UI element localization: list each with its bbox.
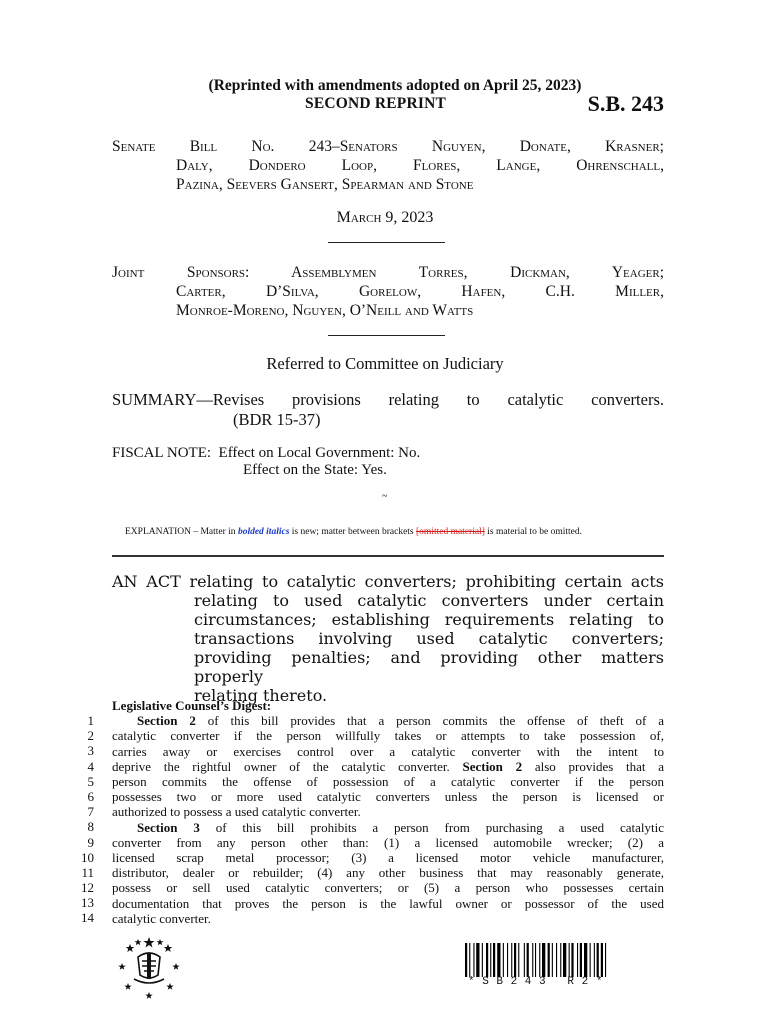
act-line-1: AN ACT relating to catalytic converters; prohibiting certain acts xyxy=(112,572,664,591)
section-ref: Section 3 xyxy=(137,819,200,835)
summary-line-1: SUMMARY—Revises provisions relating to catalytic converters. xyxy=(112,390,664,409)
act-line-4: transactions involving used catalytic converters; xyxy=(194,629,664,648)
bill-number: S.B. 243 xyxy=(587,91,664,116)
digest-line xyxy=(112,713,664,728)
barcode-bar xyxy=(476,943,479,977)
explanation-rule xyxy=(112,555,664,557)
fiscal-note xyxy=(112,445,420,479)
bill-summary xyxy=(112,390,664,430)
barcode-bar xyxy=(511,943,512,977)
digest-text: of this bill prohibits a person from purchasing a used catalytic xyxy=(199,819,664,835)
line-number: 3 xyxy=(87,743,94,759)
joint-sponsors-line-3: Monroe-Moreno, Nguyen, O’Neill and Watts xyxy=(176,302,474,319)
section-ref: Section 2 xyxy=(137,713,196,729)
digest-line: possesses two or more used catalytic converters unless the person is licensed or xyxy=(112,789,664,805)
digest-line xyxy=(112,820,664,835)
barcode-bar xyxy=(493,943,495,977)
joint-sponsors xyxy=(112,263,664,320)
barcode-bar xyxy=(577,943,578,977)
explanation-prefix: EXPLANATION – Matter in xyxy=(125,527,238,537)
act-title xyxy=(112,572,664,705)
barcode-bar xyxy=(594,943,595,977)
sponsors-line-1: Senate Bill No. 243–Senators Nguyen, Donate, Krasner; xyxy=(112,138,664,155)
divider-rule xyxy=(328,242,445,243)
explanation-italic: bolded italics xyxy=(237,527,290,537)
fiscal-note-state: Effect on the State: Yes. xyxy=(243,462,387,478)
line-number: 4 xyxy=(87,758,94,774)
barcode-bar xyxy=(518,943,519,977)
barcode-bar xyxy=(497,943,500,977)
explanation-suffix: is material to be omitted. xyxy=(484,527,582,537)
line-number: 5 xyxy=(87,773,94,789)
explanation-omitted: [omitted material] xyxy=(416,527,485,537)
digest-line: licensed scrap metal processor; (3) a licensed motor vehicle manufacturer, xyxy=(112,850,664,866)
explanation-middle: is new; matter between brackets xyxy=(289,527,417,537)
tilde-separator: ~ xyxy=(382,491,388,502)
barcode-bar xyxy=(524,943,525,977)
senate-sponsors xyxy=(112,137,664,194)
barcode-bar xyxy=(469,943,470,977)
barcode-bar xyxy=(548,943,550,977)
line-number: 9 xyxy=(87,834,94,850)
bill-date: March 9, 2023 xyxy=(336,209,434,226)
act-line-3: circumstances; establishing requirements relating to xyxy=(194,610,664,629)
digest-line: person commits the offense of possession of a catalytic converter if the person xyxy=(112,774,664,790)
digest-line: documentation that proves the person is the lawful owner or possessor of the used xyxy=(112,895,664,911)
barcode-bar xyxy=(532,943,533,977)
reprint-note: (Reprinted with amendments adopted on April 25, 2023) xyxy=(208,77,582,94)
divider-rule xyxy=(328,335,445,336)
line-number: 2 xyxy=(87,728,94,744)
digest-line: authorized to possess a used catalytic converter. xyxy=(112,804,361,820)
digest-text: of this bill provides that a person commits the offense of theft of a xyxy=(195,713,664,729)
barcode-bar xyxy=(486,943,488,977)
barcode-bar xyxy=(597,943,599,977)
line-number: 14 xyxy=(81,910,94,926)
line-numbers xyxy=(74,713,94,926)
barcode-text: * S B 2 4 3 R 2 * xyxy=(468,976,603,988)
sponsors-line-3: Pazina, Seevers Gansert, Spearman and Stone xyxy=(176,176,474,193)
digest-line: catalytic converter if the person willfully takes or attempts to take possession of, xyxy=(112,728,664,744)
barcode-bar xyxy=(465,943,467,977)
digest-text: deprive the rightful owner of the catalytic converter. xyxy=(112,758,463,774)
barcode-bar xyxy=(560,943,561,977)
line-number: 12 xyxy=(81,880,94,896)
barcode-bar xyxy=(590,943,591,977)
line-number: 10 xyxy=(81,849,94,865)
barcode-bar xyxy=(601,943,603,977)
digest-line: distributor, dealer or rebuilder; (4) any other business that may reasonably generate, xyxy=(112,865,664,881)
joint-sponsors-line-1: Joint Sponsors: Assemblymen Torres, Dickman, Yeager; xyxy=(112,264,664,281)
line-number: 7 xyxy=(87,804,94,820)
digest-text: also provides that a xyxy=(522,758,664,774)
explanation-note xyxy=(125,527,582,537)
barcode-bar xyxy=(569,943,570,977)
fiscal-note-local: FISCAL NOTE: Effect on Local Government: No. xyxy=(112,445,421,461)
state-seal-icon xyxy=(116,935,182,1001)
act-line-5: providing penalties; and providing other matters properly xyxy=(194,648,664,686)
barcode-bar xyxy=(507,943,508,977)
barcode-bar xyxy=(605,943,606,977)
barcode-bar xyxy=(563,943,566,977)
digest-line: carries away or exercises control over a catalytic converter with the intent to xyxy=(112,743,664,759)
barcode-bar xyxy=(542,943,545,977)
line-number: 13 xyxy=(81,895,94,911)
second-reprint-label: SECOND REPRINT xyxy=(305,95,447,112)
barcode-icon xyxy=(465,943,661,977)
digest-line xyxy=(112,759,664,774)
line-number: 1 xyxy=(87,713,94,728)
digest-line: catalytic converter. xyxy=(112,910,211,926)
barcode-bar xyxy=(482,943,483,977)
barcode-bar xyxy=(535,943,536,977)
barcode-bar xyxy=(503,943,504,977)
barcode-bar xyxy=(580,943,582,977)
summary-bdr: (BDR 15-37) xyxy=(233,410,321,429)
line-number: 11 xyxy=(81,864,94,880)
line-number: 6 xyxy=(87,788,94,804)
act-line-2: relating to used catalytic converters under certain xyxy=(194,591,664,610)
committee-referral: Referred to Committee on Judiciary xyxy=(266,354,504,373)
barcode-bar xyxy=(584,943,587,977)
joint-sponsors-line-2: Carter, D’Silva, Gorelow, Hafen, C.H. Miller, xyxy=(176,283,664,300)
digest-line: converter from any person other than: (1) a licensed automobile wrecker; (2) a xyxy=(112,834,664,850)
barcode-bar xyxy=(473,943,474,977)
sponsors-line-2: Daly, Dondero Loop, Flores, Lange, Ohrenschall, xyxy=(176,157,664,174)
act-line-6: relating thereto. xyxy=(194,686,328,705)
barcode-bar xyxy=(527,943,529,977)
line-number: 8 xyxy=(87,819,94,835)
barcode-bar xyxy=(539,943,540,977)
digest-line: possess or sell used catalytic converters; or (5) a person who possesses certain xyxy=(112,880,664,896)
barcode-bar xyxy=(552,943,553,977)
barcode-bar xyxy=(571,943,573,977)
barcode-bar xyxy=(514,943,516,977)
digest-heading: Legislative Counsel’s Digest: xyxy=(112,698,272,713)
barcode-bar xyxy=(490,943,491,977)
section-ref: Section 2 xyxy=(462,758,523,774)
barcode-bar xyxy=(556,943,557,977)
legislative-digest xyxy=(112,698,664,926)
